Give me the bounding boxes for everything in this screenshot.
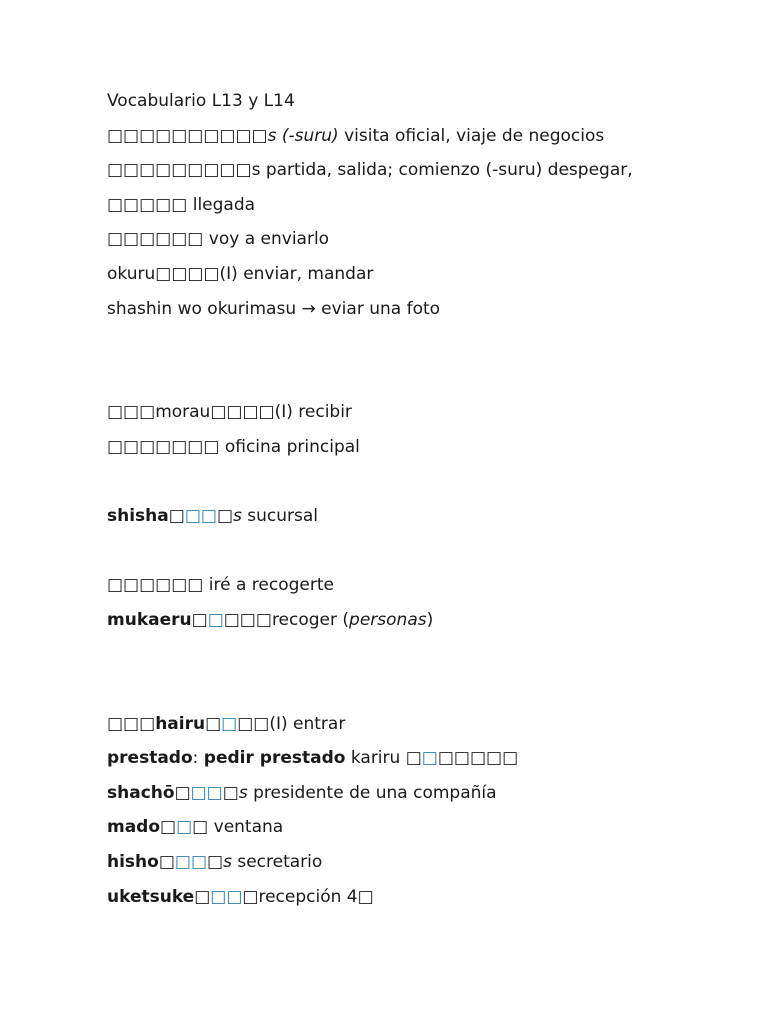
example-text: shashin wo okurimasu → eviar una foto: [107, 298, 441, 319]
vocab-line-mukaeniikimasu: [107, 572, 747, 607]
japanese-text: □: [222, 782, 239, 803]
romaji-bold: shisha: [107, 506, 169, 527]
definition-text: secretario: [231, 852, 323, 873]
japanese-text: □□□□□: [107, 194, 188, 215]
vocab-line-shacho: [107, 780, 747, 815]
definition-italic: personas: [349, 609, 427, 630]
japanese-text: □: [192, 817, 209, 838]
definition-text: ventana: [208, 817, 284, 838]
japanese-text: □□□: [107, 713, 156, 734]
vocab-line-okuru: [107, 261, 747, 296]
vocab-line-hairu: [107, 711, 747, 746]
romaji-bold: mado: [107, 817, 161, 838]
vocab-line-shuppatsu: [107, 157, 747, 192]
definition-text: presidente de una compañía: [247, 782, 497, 803]
japanese-text-highlight: □: [207, 609, 224, 630]
romaji-bold: mukaeru: [107, 609, 192, 630]
japanese-text: □: [405, 748, 422, 769]
definition-text: oficina principal: [219, 436, 360, 457]
romaji-bold: hisho: [107, 852, 159, 873]
romaji-bold: hairu: [155, 713, 206, 734]
title-text: Vocabulario L13 y L14: [107, 91, 295, 111]
japanese-text-highlight: □: [176, 817, 193, 838]
definition-text: recoger (: [271, 609, 350, 630]
definition-text: sucursal: [241, 506, 319, 527]
definition-text: iré a recogerte: [203, 575, 334, 596]
vocab-line-uketsuke: [107, 884, 747, 919]
romaji-text: okuru: [107, 263, 156, 284]
grammar-note: s: [233, 506, 242, 527]
japanese-text: □□□□□□: [107, 575, 204, 596]
vocab-line-hisho: [107, 849, 747, 884]
separator-text: :: [192, 748, 204, 769]
vocab-line-mado: [107, 814, 747, 849]
japanese-text: □□□: [107, 402, 156, 423]
japanese-text: □: [242, 886, 259, 907]
definition-text: llegada: [187, 194, 256, 215]
japanese-text: □□□: [223, 609, 272, 630]
definition-text: ): [426, 609, 434, 630]
definition-text: visita oficial, viaje de negocios: [338, 125, 605, 146]
romaji-bold: pedir prestado: [203, 748, 346, 769]
japanese-text: □: [191, 609, 208, 630]
romaji-text: morau: [155, 402, 211, 423]
grammar-note: s: [223, 852, 232, 873]
japanese-text: □□□□□□□□□□: [107, 125, 268, 146]
japanese-text: □: [205, 713, 222, 734]
japanese-text: □□□□□□□: [107, 436, 220, 457]
japanese-text: □: [160, 817, 177, 838]
vocab-line-honsha: [107, 434, 747, 469]
definition-text: recepción 4: [258, 886, 358, 907]
vocab-line-morau: [107, 399, 747, 434]
japanese-text: □□□□□□: [107, 229, 204, 250]
japanese-text-highlight: □□: [184, 506, 217, 527]
grammar-note: s (-suru): [267, 125, 339, 146]
japanese-text: □: [174, 782, 191, 803]
document-title: [107, 88, 747, 123]
romaji-bold: prestado: [107, 748, 193, 769]
definition-text: (I) entrar: [269, 713, 346, 734]
japanese-text: □: [168, 506, 185, 527]
definition-text: voy a enviarlo: [203, 229, 330, 250]
definition-text: (I) enviar, mandar: [219, 263, 374, 284]
japanese-text: □: [357, 886, 374, 907]
vocab-line-kariru: [107, 745, 747, 780]
japanese-text-highlight: □□: [210, 886, 243, 907]
vocab-line-mukaeru: [107, 607, 747, 642]
japanese-text: □: [194, 886, 211, 907]
japanese-text-highlight: □□: [190, 782, 223, 803]
japanese-text: □: [216, 506, 233, 527]
example-line-shashin: [107, 296, 747, 331]
definition-text: kariru: [345, 748, 406, 769]
grammar-note: s: [238, 782, 248, 803]
vocab-line-shutcho: [107, 123, 747, 158]
japanese-text-highlight: □□: [174, 852, 208, 873]
definition-text: s partida, salida; comienzo (-suru) despegar,: [251, 160, 633, 181]
romaji-bold: shachō: [107, 782, 175, 803]
japanese-text: □□: [237, 713, 270, 734]
japanese-text: □: [207, 852, 224, 873]
vocab-line-shisha: [107, 503, 747, 538]
japanese-text: □□□□: [210, 402, 275, 423]
japanese-text-highlight: □: [421, 748, 438, 769]
japanese-text: □□□□□□□□□: [107, 160, 252, 181]
definition-text: (I) recibir: [274, 402, 352, 423]
japanese-text: □□□□: [155, 263, 220, 284]
vocab-line-tochaku: [107, 192, 747, 227]
vocabulary-document: [107, 88, 747, 918]
vocab-line-okurimasu: [107, 226, 747, 261]
japanese-text: □□□□□: [437, 748, 519, 769]
japanese-text: □: [158, 852, 175, 873]
japanese-text-highlight: □: [221, 713, 238, 734]
romaji-bold: uketsuke: [107, 886, 195, 907]
